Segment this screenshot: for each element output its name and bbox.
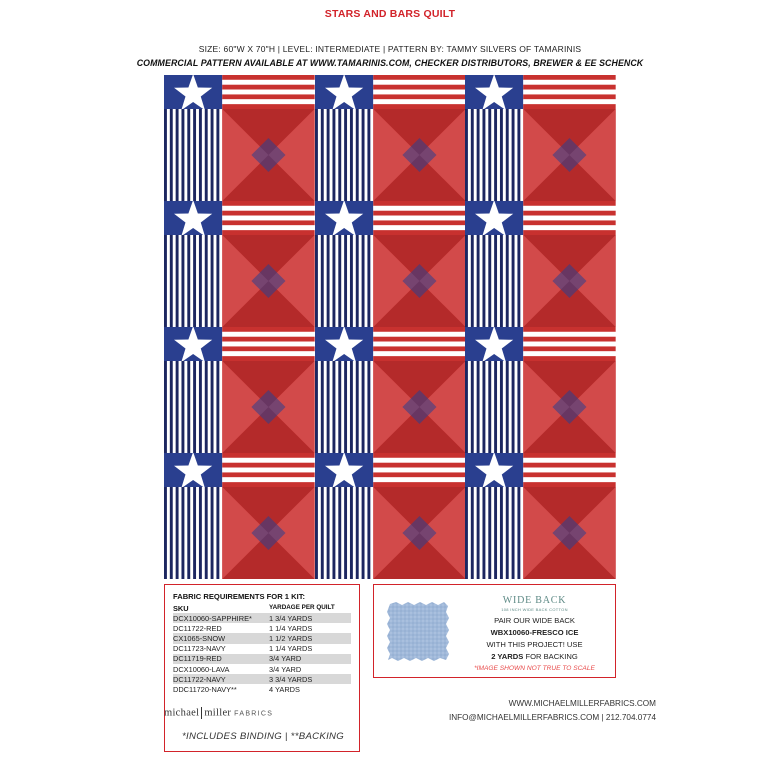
website-link[interactable]: WWW.MICHAELMILLERFABRICS.COM — [508, 699, 656, 708]
fabric-row — [173, 623, 351, 633]
fabric-yardage: 1 1/2 YARDS — [269, 633, 313, 643]
quilt-block — [465, 327, 616, 453]
fabric-yardage: 4 YARDS — [269, 684, 300, 694]
contact-info — [449, 697, 656, 725]
fabric-yardage: 3 3/4 YARDS — [269, 674, 313, 684]
fabric-requirements-heading: FABRIC REQUIREMENTS FOR 1 KIT: — [173, 592, 306, 601]
quilt-block — [164, 327, 315, 453]
fabric-sku: CX1065-SNOW — [173, 633, 226, 643]
quilt-block — [465, 75, 616, 201]
fabric-yardage: 3/4 YARD — [269, 654, 302, 664]
fabric-sku: DDC11720-NAVY** — [173, 684, 237, 694]
fabric-requirements-box — [164, 584, 360, 752]
logo-text-michael: michael — [164, 707, 200, 719]
fabric-row — [173, 664, 351, 674]
quilt-block — [315, 453, 466, 579]
fabric-sku: DCX10060-LAVA — [173, 664, 230, 674]
quilt-block — [315, 327, 466, 453]
quilt-block — [164, 75, 315, 201]
wide-back-title: WIDE BACK — [502, 595, 567, 606]
wide-back-box — [373, 584, 616, 678]
fabric-sku: DC11722-RED — [173, 623, 222, 633]
page-title: STARS AND BARS QUILT — [324, 8, 456, 20]
fabric-yardage: 1 3/4 YARDS — [269, 613, 313, 623]
yardage-column-header: YARDAGE PER QUILT — [269, 604, 335, 611]
quilt-block — [164, 201, 315, 327]
fabric-row — [173, 684, 351, 694]
wide-back-subtitle: 108 INCH WIDE BACK COTTON — [501, 607, 568, 612]
binding-backing-note: *INCLUDES BINDING | **BACKING — [181, 731, 345, 742]
fabric-row — [173, 613, 351, 623]
quilt-block — [465, 201, 616, 327]
quilt-block — [315, 75, 466, 201]
fabric-row — [173, 674, 351, 684]
fabric-sku: DC11723-NAVY — [173, 644, 226, 654]
fabric-sku: DC11719-RED — [173, 654, 222, 664]
wide-back-sku: WBX10060-FRESCO ICE — [490, 628, 579, 637]
fabric-yardage: 1 1/4 YARDS — [269, 644, 313, 654]
quilt-image — [164, 75, 616, 579]
email-phone: INFO@MICHAELMILLERFABRICS.COM | 212.704.0774 — [448, 713, 656, 722]
quilt-block — [315, 201, 466, 327]
pattern-details: SIZE: 60"W X 70"H | LEVEL: INTERMEDIATE | PATTERN BY: TAMMY SILVERS OF TAMARINIS — [198, 44, 582, 54]
wide-back-line-3: WITH THIS PROJECT! USE — [486, 640, 583, 649]
logo-text-fabrics: FABRICS — [234, 710, 274, 718]
commercial-availability: COMMERCIAL PATTERN AVAILABLE AT WWW.TAMARINIS.COM, CHECKER DISTRIBUTORS, BREWER & EE SCHENCK — [136, 58, 644, 68]
wide-back-yards: 2 YARDS — [491, 652, 524, 661]
wide-back-line-4 — [452, 652, 617, 661]
quilt-block — [465, 453, 616, 579]
fabric-sku: DC11722-NAVY — [173, 674, 226, 684]
wide-back-backing: FOR BACKING — [523, 652, 578, 661]
fabric-table-header — [173, 604, 351, 613]
fabric-row — [173, 633, 351, 643]
wide-back-scale-note: *IMAGE SHOWN NOT TRUE TO SCALE — [474, 665, 595, 672]
fabric-row — [173, 644, 351, 654]
fabric-yardage: 1 1/4 YARDS — [269, 623, 313, 633]
quilt-block — [164, 453, 315, 579]
fabric-yardage: 3/4 YARD — [269, 664, 302, 674]
michael-miller-logo — [164, 707, 273, 719]
wide-back-line-1: PAIR OUR WIDE BACK — [494, 616, 575, 625]
sku-column-header: SKU — [173, 604, 189, 613]
fabric-sku: DCX10060-SAPPHIRE* — [173, 613, 252, 623]
fabric-swatch — [386, 600, 450, 662]
fabric-table-body — [173, 613, 351, 695]
fabric-row — [173, 654, 351, 664]
logo-text-miller: miller — [204, 707, 232, 719]
